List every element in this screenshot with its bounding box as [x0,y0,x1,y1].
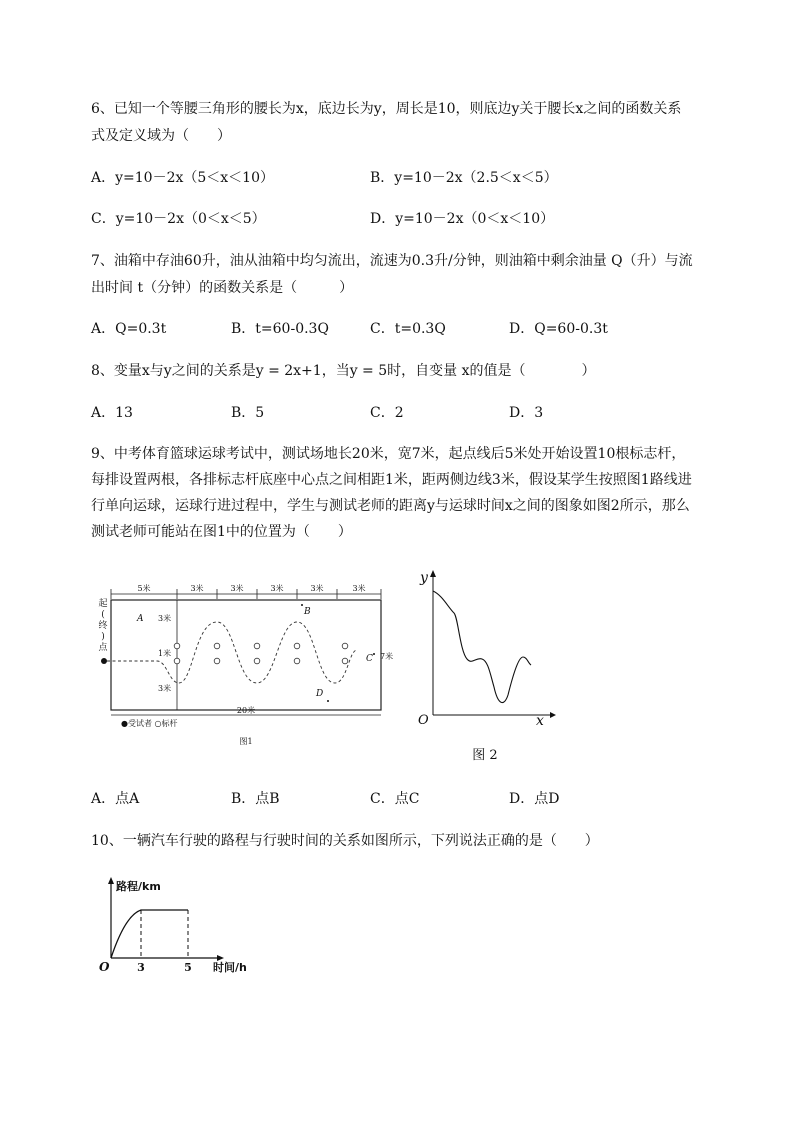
q6-stem-line1: 6、已知一个等腰三角形的腰长为x，底边长为y，周长是10，则底边y关于腰长x之间的函数关系 [91,101,682,117]
q8-option-d: D．3 [509,405,544,421]
q9-option-c: C．点C [370,791,420,807]
pole [342,643,348,649]
q8-option-b: B．5 [231,405,265,421]
q9-stem-line3: 行单向运球，运球行进过程中，学生与测试老师的距离y与运球时间x之间的图象如图2所示，那么 [91,498,690,514]
court-boundary [111,600,381,710]
q6-option-a: A．y=10－2x（5＜x＜10） [91,170,274,186]
dim-left-1m: 1米 [158,649,172,658]
q7-stem-line1: 7、油箱中存油60升，油从油箱中均匀流出，流速为0.3升/分钟，则油箱中剩余油量 Q（升）与流 [91,253,693,269]
fig2-caption: 图 2 [472,748,498,763]
dim-3m-2: 3米 [230,584,244,593]
poles [174,643,348,664]
q10-origin: O [99,960,110,974]
q10-x-label: 时间/h [213,961,247,974]
start-label-2: ( [101,610,105,620]
q6-stem-line2: 式及定义域为（ ） [91,128,231,144]
q9-stem-line2: 每排设置两根，各排标志杆底座中心点之间相距1米，距两侧边线3米，假设某学生按照图1路线进 [91,472,692,488]
q10-tick-3: 3 [137,961,145,974]
dim-right-7m: 7米 [380,652,394,661]
pole [342,658,348,664]
point-b-label: B [304,607,311,617]
pole [254,658,260,664]
dim-5m: 5米 [137,584,151,593]
dim-3m-1: 3米 [190,584,204,593]
q9-figure-2 [410,565,560,770]
start-label-3: 终 [98,621,108,631]
q7-option-b: B．t=60-0.3Q [231,321,329,337]
pole [174,658,180,664]
q7-option-a: A．Q=0.3t [91,321,167,337]
q7-option-d: D．Q=60-0.3t [509,321,608,337]
q8-stem-line1: 8、变量x与y之间的关系是y = 2x+1，当y = 5时，自变量 x的值是（ ） [91,363,596,379]
q9-option-d: D．点D [509,791,560,807]
distance-curve [433,591,531,703]
point-d-dot [327,700,329,702]
q10-stem-line1: 10、一辆汽车行驶的路程与行驶时间的关系如图所示，下列说法正确的是（ ） [91,833,599,849]
q9-stem-line1: 9、中考体育篮球运球考试中，测试场地长20米，宽7米，起点线后5米处开始设置10根标志杆， [91,446,686,462]
point-d-label: D [316,689,324,699]
pole [174,643,180,649]
dim-3m-5: 3米 [352,584,366,593]
q6-option-d: D．y=10－2x（0＜x＜10） [370,211,555,227]
start-label-4: ) [101,632,105,642]
player-dot [101,658,107,664]
q7-option-c: C．t=0.3Q [370,321,446,337]
q9-figure-1 [95,570,400,755]
q10-tick-5: 5 [184,961,192,974]
dribble-path [107,622,357,683]
start-label-1: 起 [98,599,108,609]
q6-option-b: B．y=10－2x（2.5＜x＜5） [370,170,558,186]
fig2-origin: O [418,713,429,728]
dim-3m-3: 3米 [270,584,284,593]
dim-3m-4: 3米 [310,584,324,593]
q7-stem-line2: 出时间 t（分钟）的函数关系是（ ） [91,280,354,296]
fig1-caption: 图1 [239,737,253,746]
pole [214,658,220,664]
q9-stem-line4: 测试老师可能站在图1中的位置为（ ） [91,524,352,540]
dim-left-3m-bottom: 3米 [158,684,172,693]
q8-option-a: A．13 [91,405,133,421]
pole [214,643,220,649]
q9-option-a: A．点A [91,791,140,807]
pole [254,643,260,649]
fig2-x-label: x [536,713,544,729]
distance-time-line [111,910,188,958]
q10-figure [95,872,265,982]
q8-option-c: C．2 [370,405,404,421]
q9-option-b: B．点B [231,791,280,807]
dim-left-3m-top: 3米 [158,614,172,623]
q6-option-c: C．y=10－2x（0＜x＜5） [91,211,266,227]
pole [294,658,300,664]
fig1-legend: ●受试者 ○标杆 [121,719,178,728]
point-c-dot [373,653,375,655]
fig2-y-label: y [420,570,428,586]
pole [294,643,300,649]
point-b-dot [301,604,303,606]
q10-y-label: 路程/km [116,880,161,893]
dim-20m: 20米 [236,706,256,715]
start-label-5: 点 [98,643,108,653]
point-c-label: C [366,654,373,664]
point-a-label: A [137,614,144,624]
